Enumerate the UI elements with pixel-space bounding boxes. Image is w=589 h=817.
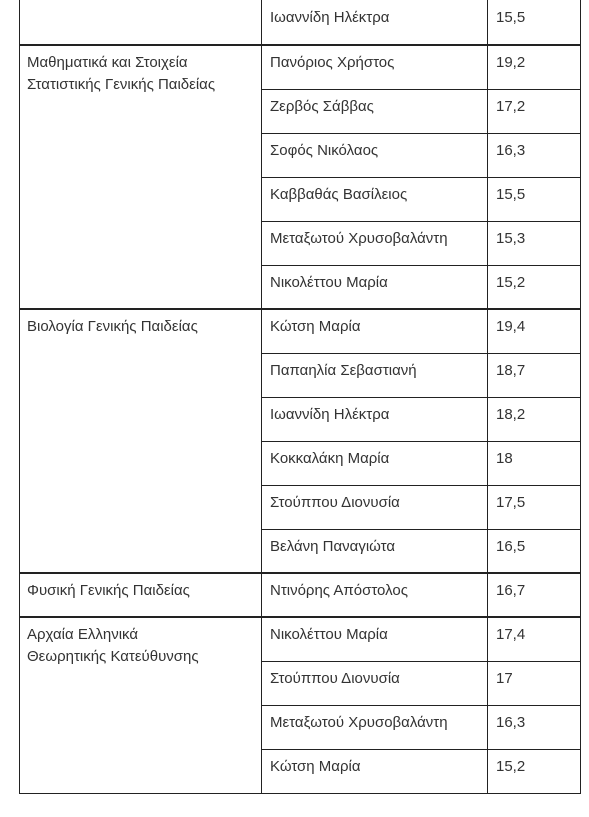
- student-name-cell: Ζερβός Σάββας: [262, 89, 488, 133]
- student-name-cell: Σοφός Νικόλαος: [262, 133, 488, 177]
- grades-table-body: [20, 0, 581, 793]
- grade-cell: 15,5: [488, 0, 581, 45]
- student-name-cell: Ιωαννίδη Ηλέκτρα: [262, 0, 488, 45]
- student-name-cell: Νικολέττου Μαρία: [262, 617, 488, 661]
- student-name-cell: Κοκκαλάκη Μαρία: [262, 441, 488, 485]
- grade-cell: 18,7: [488, 353, 581, 397]
- student-name-cell: Μεταξωτού Χρυσοβαλάντη: [262, 221, 488, 265]
- student-name-cell: Κώτση Μαρία: [262, 309, 488, 353]
- subject-label: Θεωρητικής Κατεύθυνσης: [27, 648, 199, 665]
- subject-cell: [20, 0, 262, 45]
- grade-cell: 17: [488, 661, 581, 705]
- grade-cell: 18: [488, 441, 581, 485]
- student-name-cell: Μεταξωτού Χρυσοβαλάντη: [262, 705, 488, 749]
- grade-cell: 17,5: [488, 485, 581, 529]
- student-name-cell: Ιωαννίδη Ηλέκτρα: [262, 397, 488, 441]
- table-row: [20, 0, 581, 45]
- student-name-cell: Βελάνη Παναγιώτα: [262, 529, 488, 573]
- grades-table: [19, 0, 581, 794]
- grade-cell: 15,2: [488, 265, 581, 309]
- student-name-cell: Κώτση Μαρία: [262, 749, 488, 793]
- grade-cell: 16,7: [488, 573, 581, 617]
- subject-cell: [20, 309, 262, 573]
- subject-label: Μαθηματικά και Στοιχεία: [27, 54, 188, 71]
- grade-cell: 17,4: [488, 617, 581, 661]
- table-row: [20, 573, 581, 617]
- student-name-cell: Πανόριος Χρήστος: [262, 45, 488, 89]
- student-name-cell: Στούππου Διονυσία: [262, 485, 488, 529]
- grade-cell: 18,2: [488, 397, 581, 441]
- subject-label: Φυσική Γενικής Παιδείας: [27, 582, 190, 599]
- subject-label: Αρχαία Ελληνικά: [27, 626, 139, 643]
- grade-cell: 16,3: [488, 133, 581, 177]
- grade-cell: 17,2: [488, 89, 581, 133]
- grade-cell: 16,3: [488, 705, 581, 749]
- subject-label: Βιολογία Γενικής Παιδείας: [27, 318, 198, 335]
- subject-cell: [20, 617, 262, 793]
- subject-label: Στατιστικής Γενικής Παιδείας: [27, 76, 216, 93]
- student-name-cell: Καββαθάς Βασίλειος: [262, 177, 488, 221]
- subject-cell: [20, 573, 262, 617]
- grade-cell: 15,5: [488, 177, 581, 221]
- table-row: [20, 309, 581, 353]
- grade-cell: 15,3: [488, 221, 581, 265]
- table-row: [20, 45, 581, 89]
- student-name-cell: Ντινόρης Απόστολος: [262, 573, 488, 617]
- grade-cell: 19,2: [488, 45, 581, 89]
- subject-cell: [20, 45, 262, 309]
- table-row: [20, 617, 581, 661]
- grade-cell: 16,5: [488, 529, 581, 573]
- student-name-cell: Παπαηλία Σεβαστιανή: [262, 353, 488, 397]
- grade-cell: 19,4: [488, 309, 581, 353]
- grade-cell: 15,2: [488, 749, 581, 793]
- student-name-cell: Νικολέττου Μαρία: [262, 265, 488, 309]
- student-name-cell: Στούππου Διονυσία: [262, 661, 488, 705]
